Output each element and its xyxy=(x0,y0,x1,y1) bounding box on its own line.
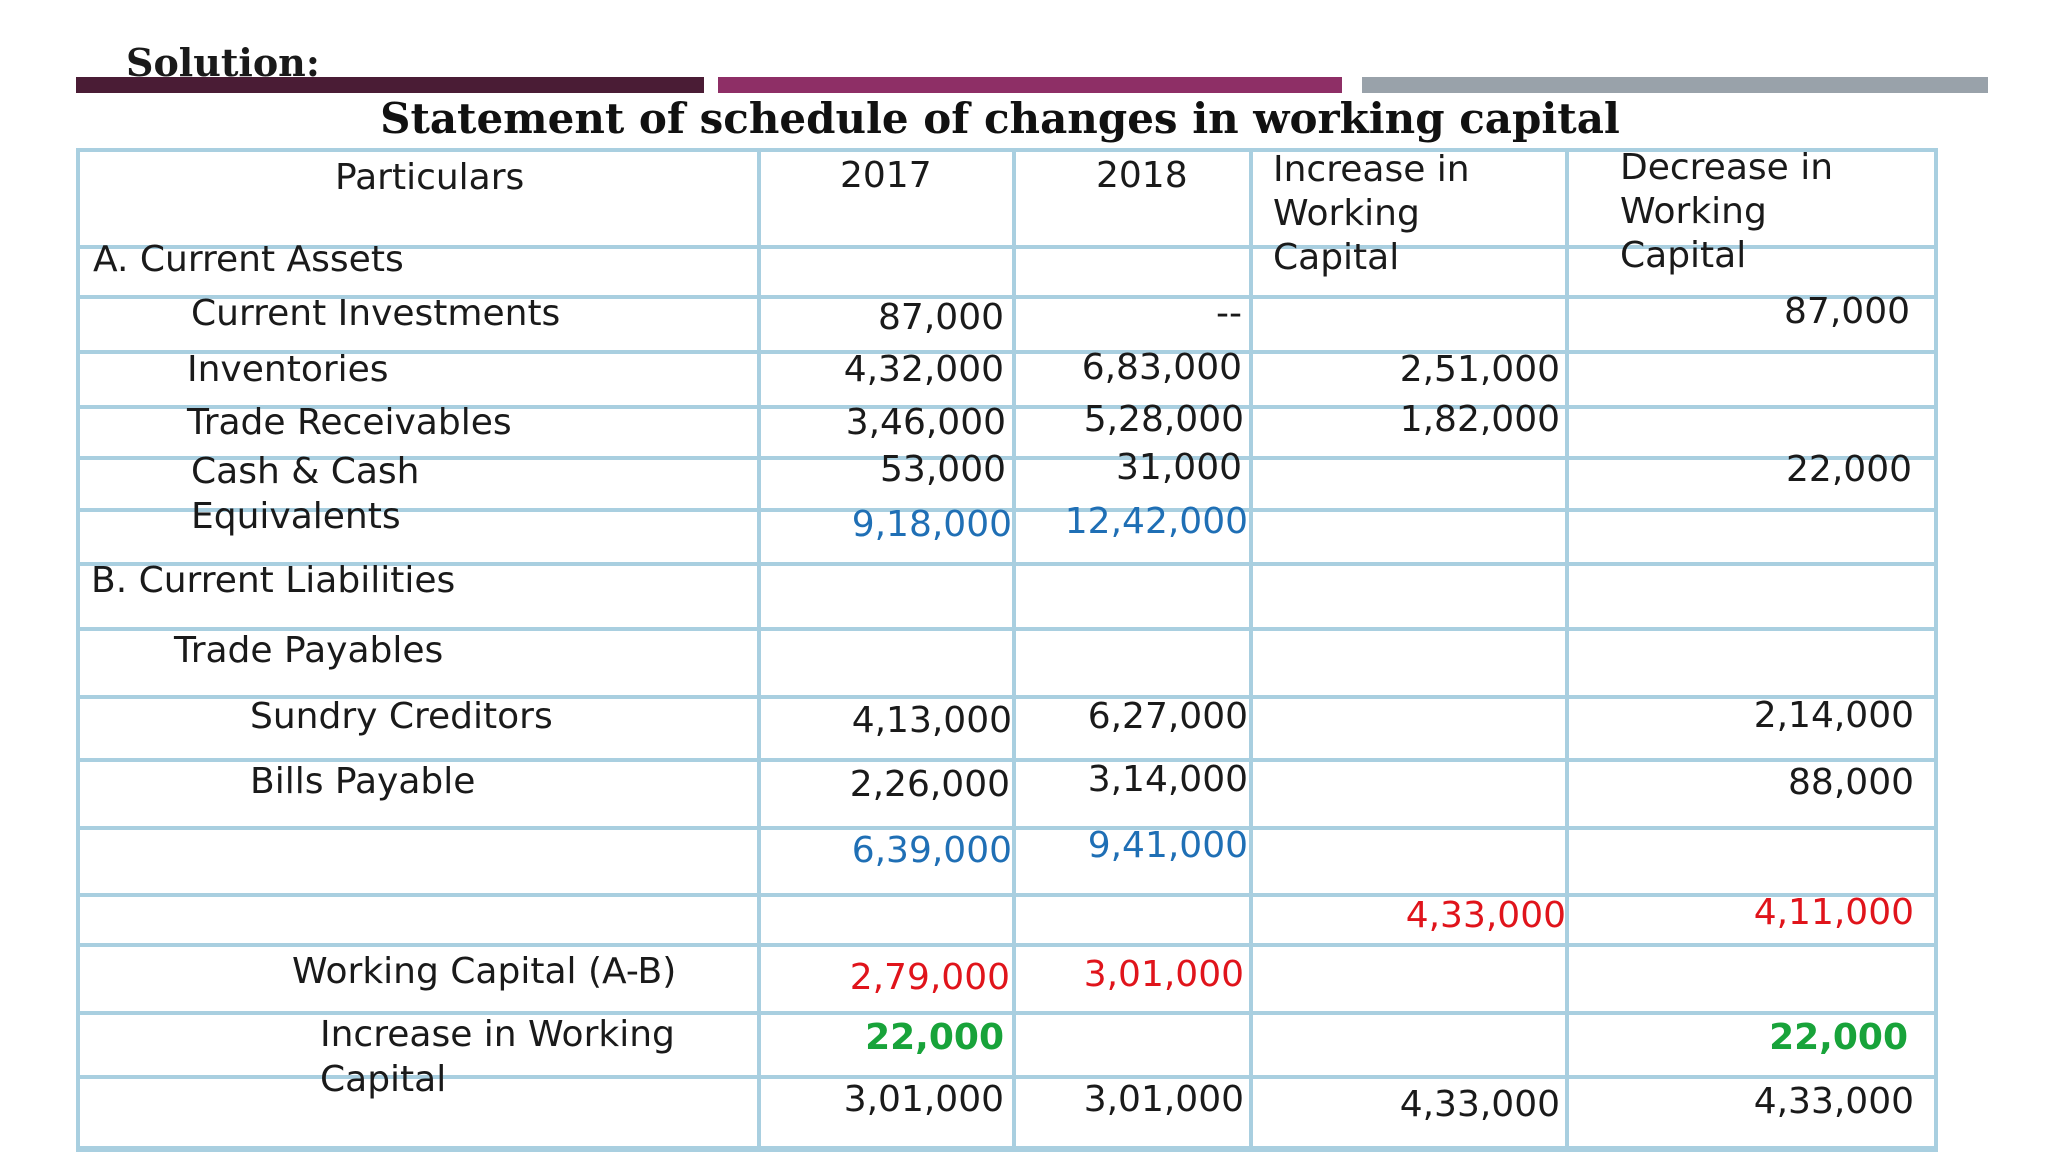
trade-receivables-2017: 3,46,000 xyxy=(845,402,1006,443)
label-trade-receivables: Trade Receivables xyxy=(187,402,512,443)
grand-total-increase: 4,33,000 xyxy=(1399,1084,1560,1125)
label-working-capital: Working Capital (A-B) xyxy=(292,951,677,992)
column-divider xyxy=(1249,148,1253,1152)
trade-receivables-2018: 5,28,000 xyxy=(1083,399,1244,440)
assets-total-2018: 12,42,000 xyxy=(1064,501,1248,542)
label-cash-line1: Cash & Cash xyxy=(191,451,420,492)
header-decrease-line3: Capital xyxy=(1620,235,1747,276)
header-increase-line3: Capital xyxy=(1273,237,1400,278)
label-increase-wc-line1: Increase in Working xyxy=(320,1014,675,1055)
current-investments-2017: 87,000 xyxy=(878,297,1004,338)
sundry-creditors-2017: 4,13,000 xyxy=(851,700,1012,741)
change-total-increase: 4,33,000 xyxy=(1405,895,1566,936)
header-increase-line2: Working xyxy=(1273,193,1420,234)
header-decrease-line2: Working xyxy=(1620,191,1767,232)
accent-bar-plum xyxy=(718,77,1342,93)
grand-total-2018: 3,01,000 xyxy=(1083,1079,1244,1120)
header-particulars: Particulars xyxy=(335,157,525,198)
row-divider xyxy=(76,893,1938,897)
solution-heading: Solution: xyxy=(126,40,320,85)
increase-wc-decrease: 22,000 xyxy=(1769,1017,1908,1058)
current-investments-decrease: 87,000 xyxy=(1784,291,1910,332)
label-bills-payable: Bills Payable xyxy=(250,761,476,802)
label-inventories: Inventories xyxy=(187,349,389,390)
bills-payable-2017: 2,26,000 xyxy=(849,764,1010,805)
increase-wc-2017: 22,000 xyxy=(865,1017,1004,1058)
column-divider xyxy=(757,148,761,1152)
label-current-investments: Current Investments xyxy=(191,293,561,334)
sundry-creditors-2018: 6,27,000 xyxy=(1087,696,1248,737)
working-capital-2018: 3,01,000 xyxy=(1083,954,1244,995)
cash-decrease: 22,000 xyxy=(1786,449,1912,490)
inventories-increase: 2,51,000 xyxy=(1399,349,1560,390)
statement-title: Statement of schedule of changes in working capital xyxy=(380,94,1620,143)
inventories-2017: 4,32,000 xyxy=(843,349,1004,390)
section-current-assets: A. Current Assets xyxy=(93,239,404,280)
row-divider xyxy=(76,943,1938,947)
liabilities-total-2018: 9,41,000 xyxy=(1087,825,1248,866)
grand-total-decrease: 4,33,000 xyxy=(1753,1081,1914,1122)
liabilities-total-2017: 6,39,000 xyxy=(851,830,1012,871)
working-capital-2017: 2,79,000 xyxy=(849,957,1010,998)
label-sundry-creditors: Sundry Creditors xyxy=(250,696,553,737)
bills-payable-decrease: 88,000 xyxy=(1788,762,1914,803)
cash-2017: 53,000 xyxy=(880,449,1006,490)
assets-total-2017: 9,18,000 xyxy=(851,504,1012,545)
current-investments-2018: -- xyxy=(1216,293,1242,334)
row-divider xyxy=(76,1146,1938,1150)
label-cash-line2: Equivalents xyxy=(191,496,401,537)
header-increase-line1: Increase in xyxy=(1273,149,1470,190)
section-current-liabilities: B. Current Liabilities xyxy=(91,560,456,601)
change-total-decrease: 4,11,000 xyxy=(1753,892,1914,933)
inventories-2018: 6,83,000 xyxy=(1081,347,1242,388)
label-increase-wc-line2: Capital xyxy=(320,1059,447,1100)
column-divider xyxy=(1012,148,1016,1152)
label-trade-payables: Trade Payables xyxy=(174,630,444,671)
column-divider xyxy=(1565,148,1569,1152)
cash-2018: 31,000 xyxy=(1116,447,1242,488)
accent-bar-grey xyxy=(1362,77,1988,93)
bills-payable-2018: 3,14,000 xyxy=(1087,759,1248,800)
header-2018: 2018 xyxy=(1096,155,1188,196)
header-decrease-line1: Decrease in xyxy=(1620,147,1834,188)
header-2017: 2017 xyxy=(840,155,932,196)
trade-receivables-increase: 1,82,000 xyxy=(1399,399,1560,440)
grand-total-2017: 3,01,000 xyxy=(843,1079,1004,1120)
sundry-creditors-decrease: 2,14,000 xyxy=(1753,695,1914,736)
